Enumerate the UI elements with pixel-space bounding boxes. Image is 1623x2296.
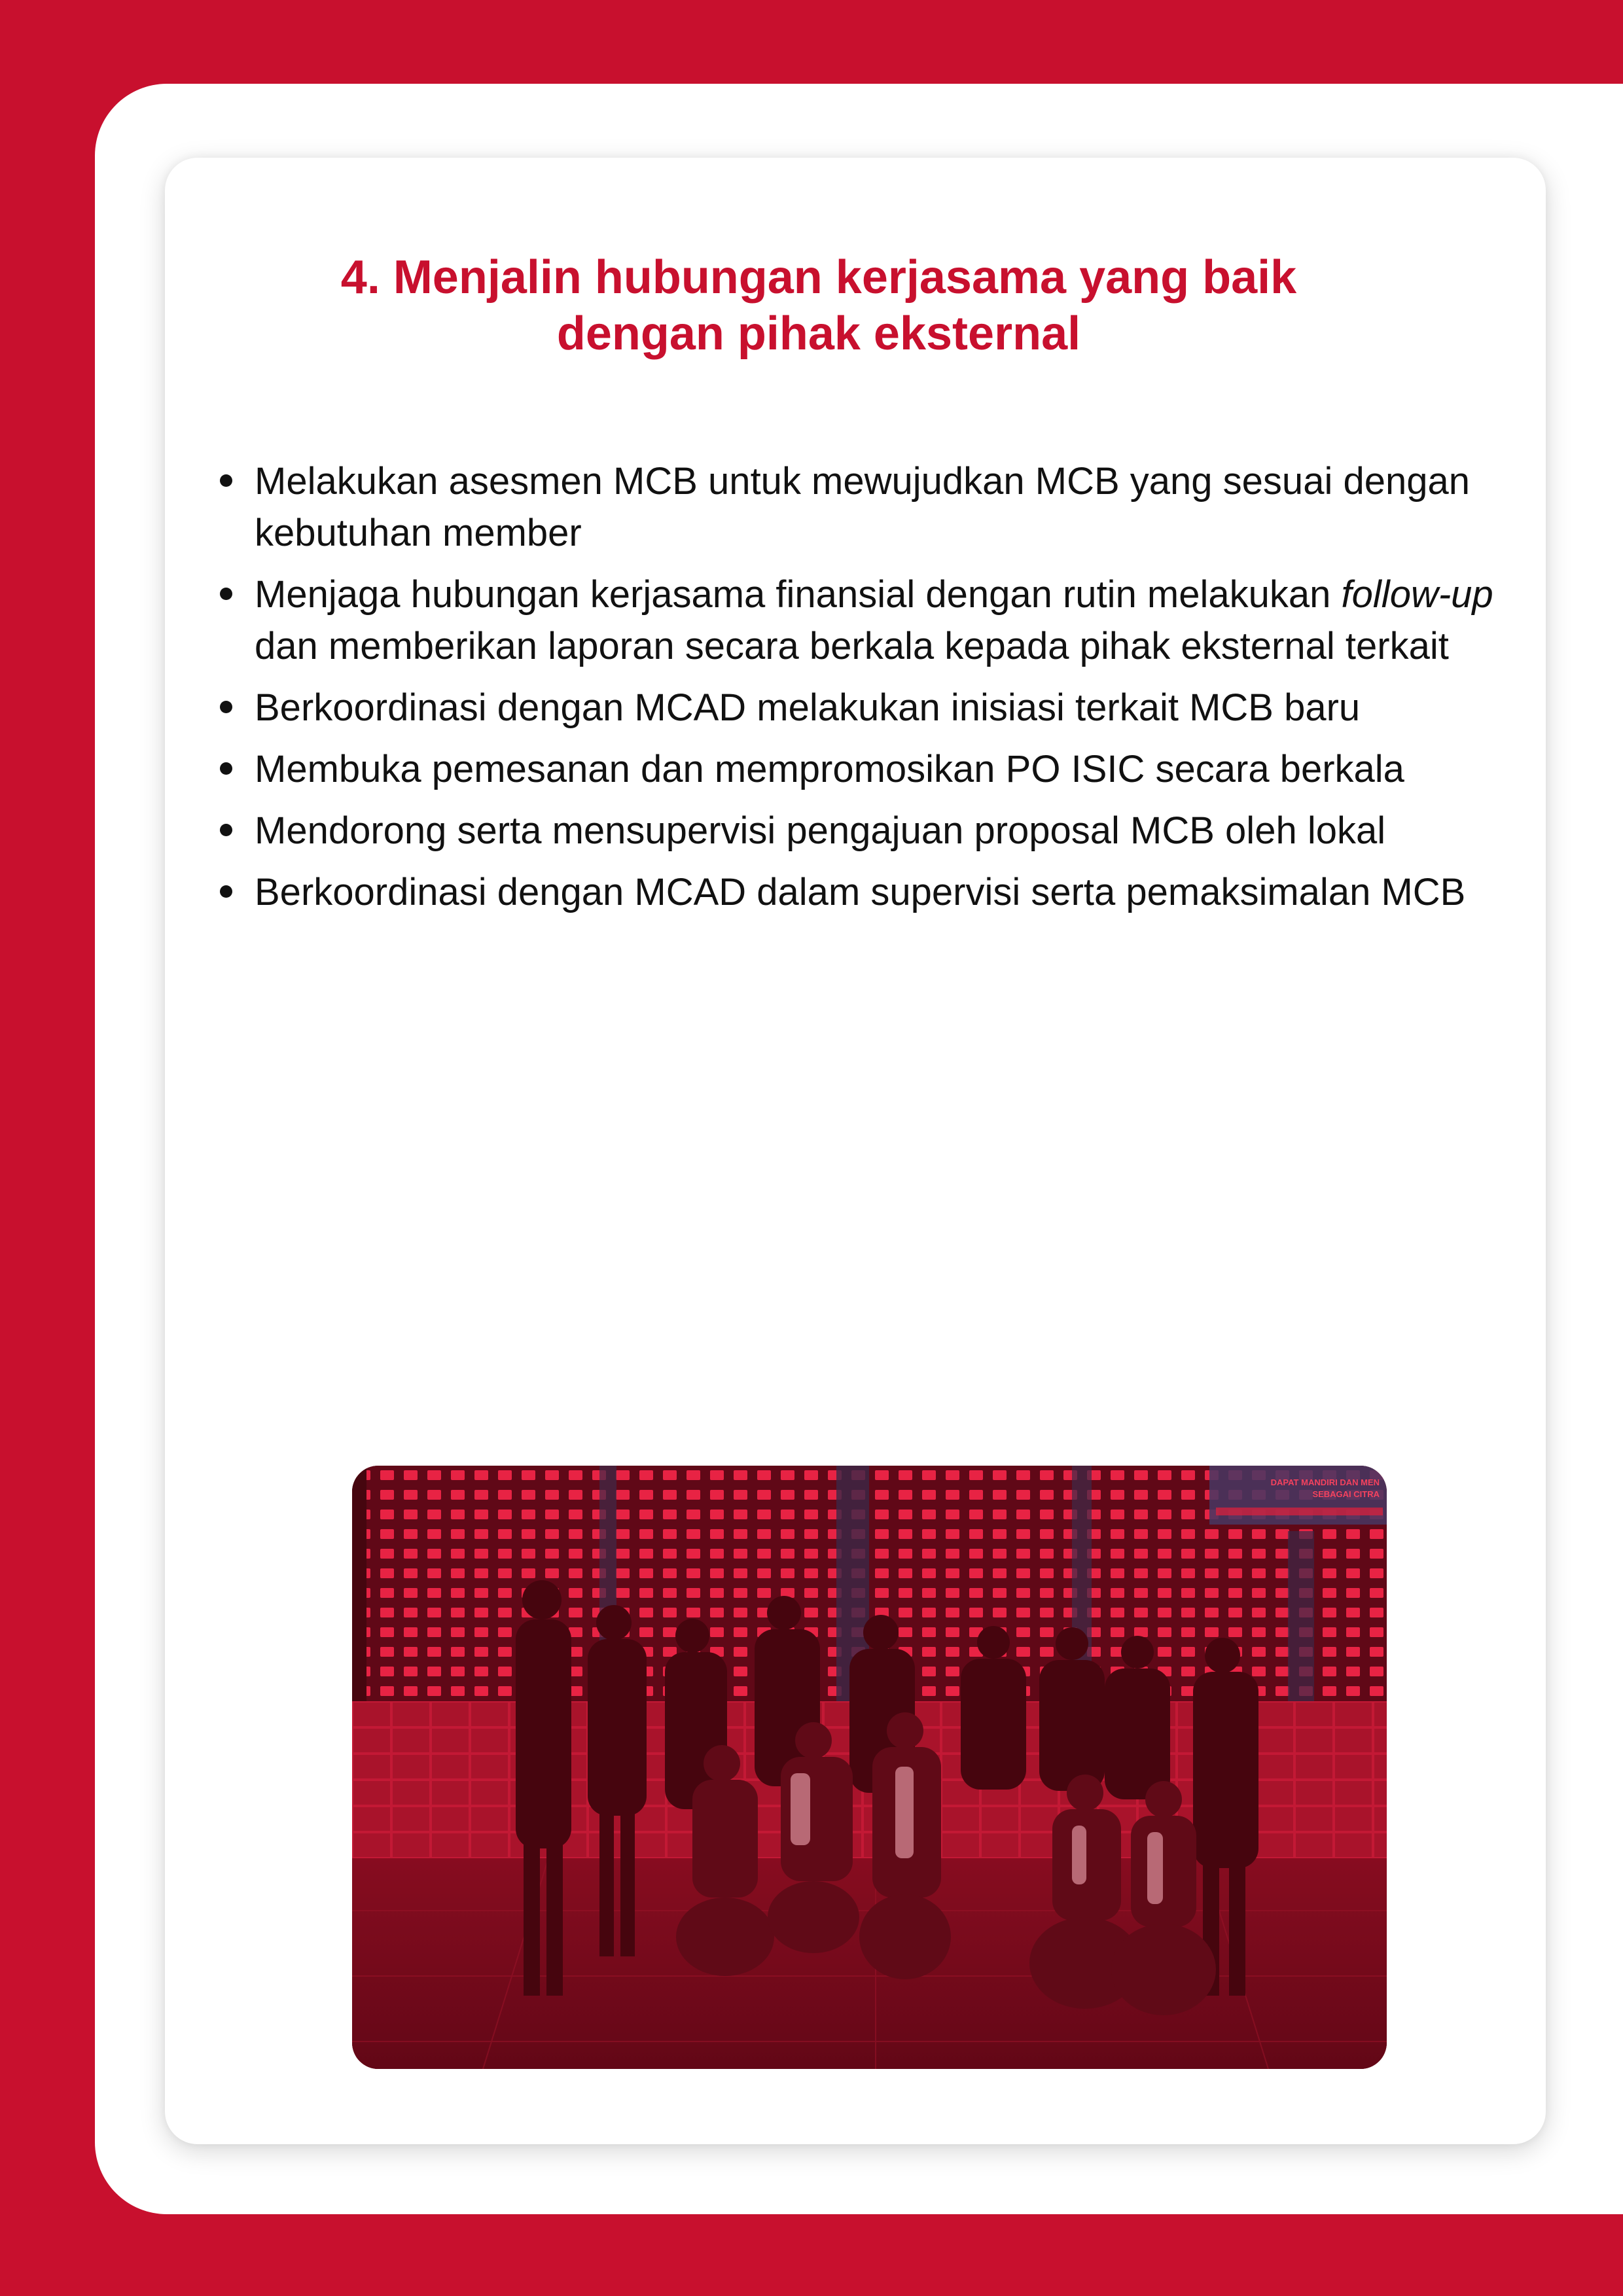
bullet-text: Membuka pemesanan dan mempromosikan PO ISIC secara berkala bbox=[255, 748, 1404, 790]
bullet-text-emphasis: follow-up bbox=[1341, 573, 1493, 616]
bullet-item-3 bbox=[217, 682, 1526, 733]
bullet-text: Mendorong serta mensupervisi pengajuan proposal MCB oleh lokal bbox=[255, 809, 1386, 852]
bullet-item-5 bbox=[217, 805, 1526, 857]
bullet-text: Berkoordinasi dengan MCAD melakukan inisiasi terkait MCB baru bbox=[255, 686, 1361, 729]
section-title-line-2: dengan pihak eksternal bbox=[556, 308, 1081, 360]
bullet-dot-icon bbox=[220, 824, 232, 836]
photo-banner-text-1: DAPAT MANDIRI DAN MEN bbox=[1270, 1477, 1380, 1487]
bullet-dot-icon bbox=[220, 474, 232, 487]
content-card bbox=[165, 158, 1546, 2144]
bullet-item-2 bbox=[217, 569, 1526, 672]
bullet-dot-icon bbox=[220, 701, 232, 713]
bullet-item-6 bbox=[217, 866, 1526, 918]
bullet-text-continuation: kebutuhan member bbox=[255, 512, 582, 554]
section-title bbox=[165, 249, 1472, 362]
bullet-item-1 bbox=[217, 455, 1526, 559]
bullet-text bbox=[255, 569, 1526, 620]
bullet-text: Berkoordinasi dengan MCAD dalam supervisi serta pemaksimalan MCB bbox=[255, 871, 1466, 913]
bullet-item-4 bbox=[217, 743, 1526, 795]
section-title-line-1: 4. Menjalin hubungan kerjasama yang baik bbox=[340, 251, 1297, 304]
group-photo bbox=[352, 1466, 1387, 2069]
bullet-text: Melakukan asesmen MCB untuk mewujudkan MCB yang sesuai dengan bbox=[255, 460, 1470, 503]
group-photo-illustration bbox=[352, 1466, 1387, 2069]
photo-banner-text-2: SEBAGAI CITRA bbox=[1312, 1489, 1380, 1499]
bullet-list bbox=[217, 455, 1526, 928]
bullet-dot-icon bbox=[220, 762, 232, 775]
bullet-dot-icon bbox=[220, 588, 232, 600]
bullet-text-plain: Menjaga hubungan kerjasama finansial dengan rutin melakukan bbox=[255, 573, 1342, 616]
bullet-dot-icon bbox=[220, 885, 232, 898]
bullet-text-continuation: dan memberikan laporan secara berkala kepada pihak eksternal terkait bbox=[255, 625, 1449, 667]
